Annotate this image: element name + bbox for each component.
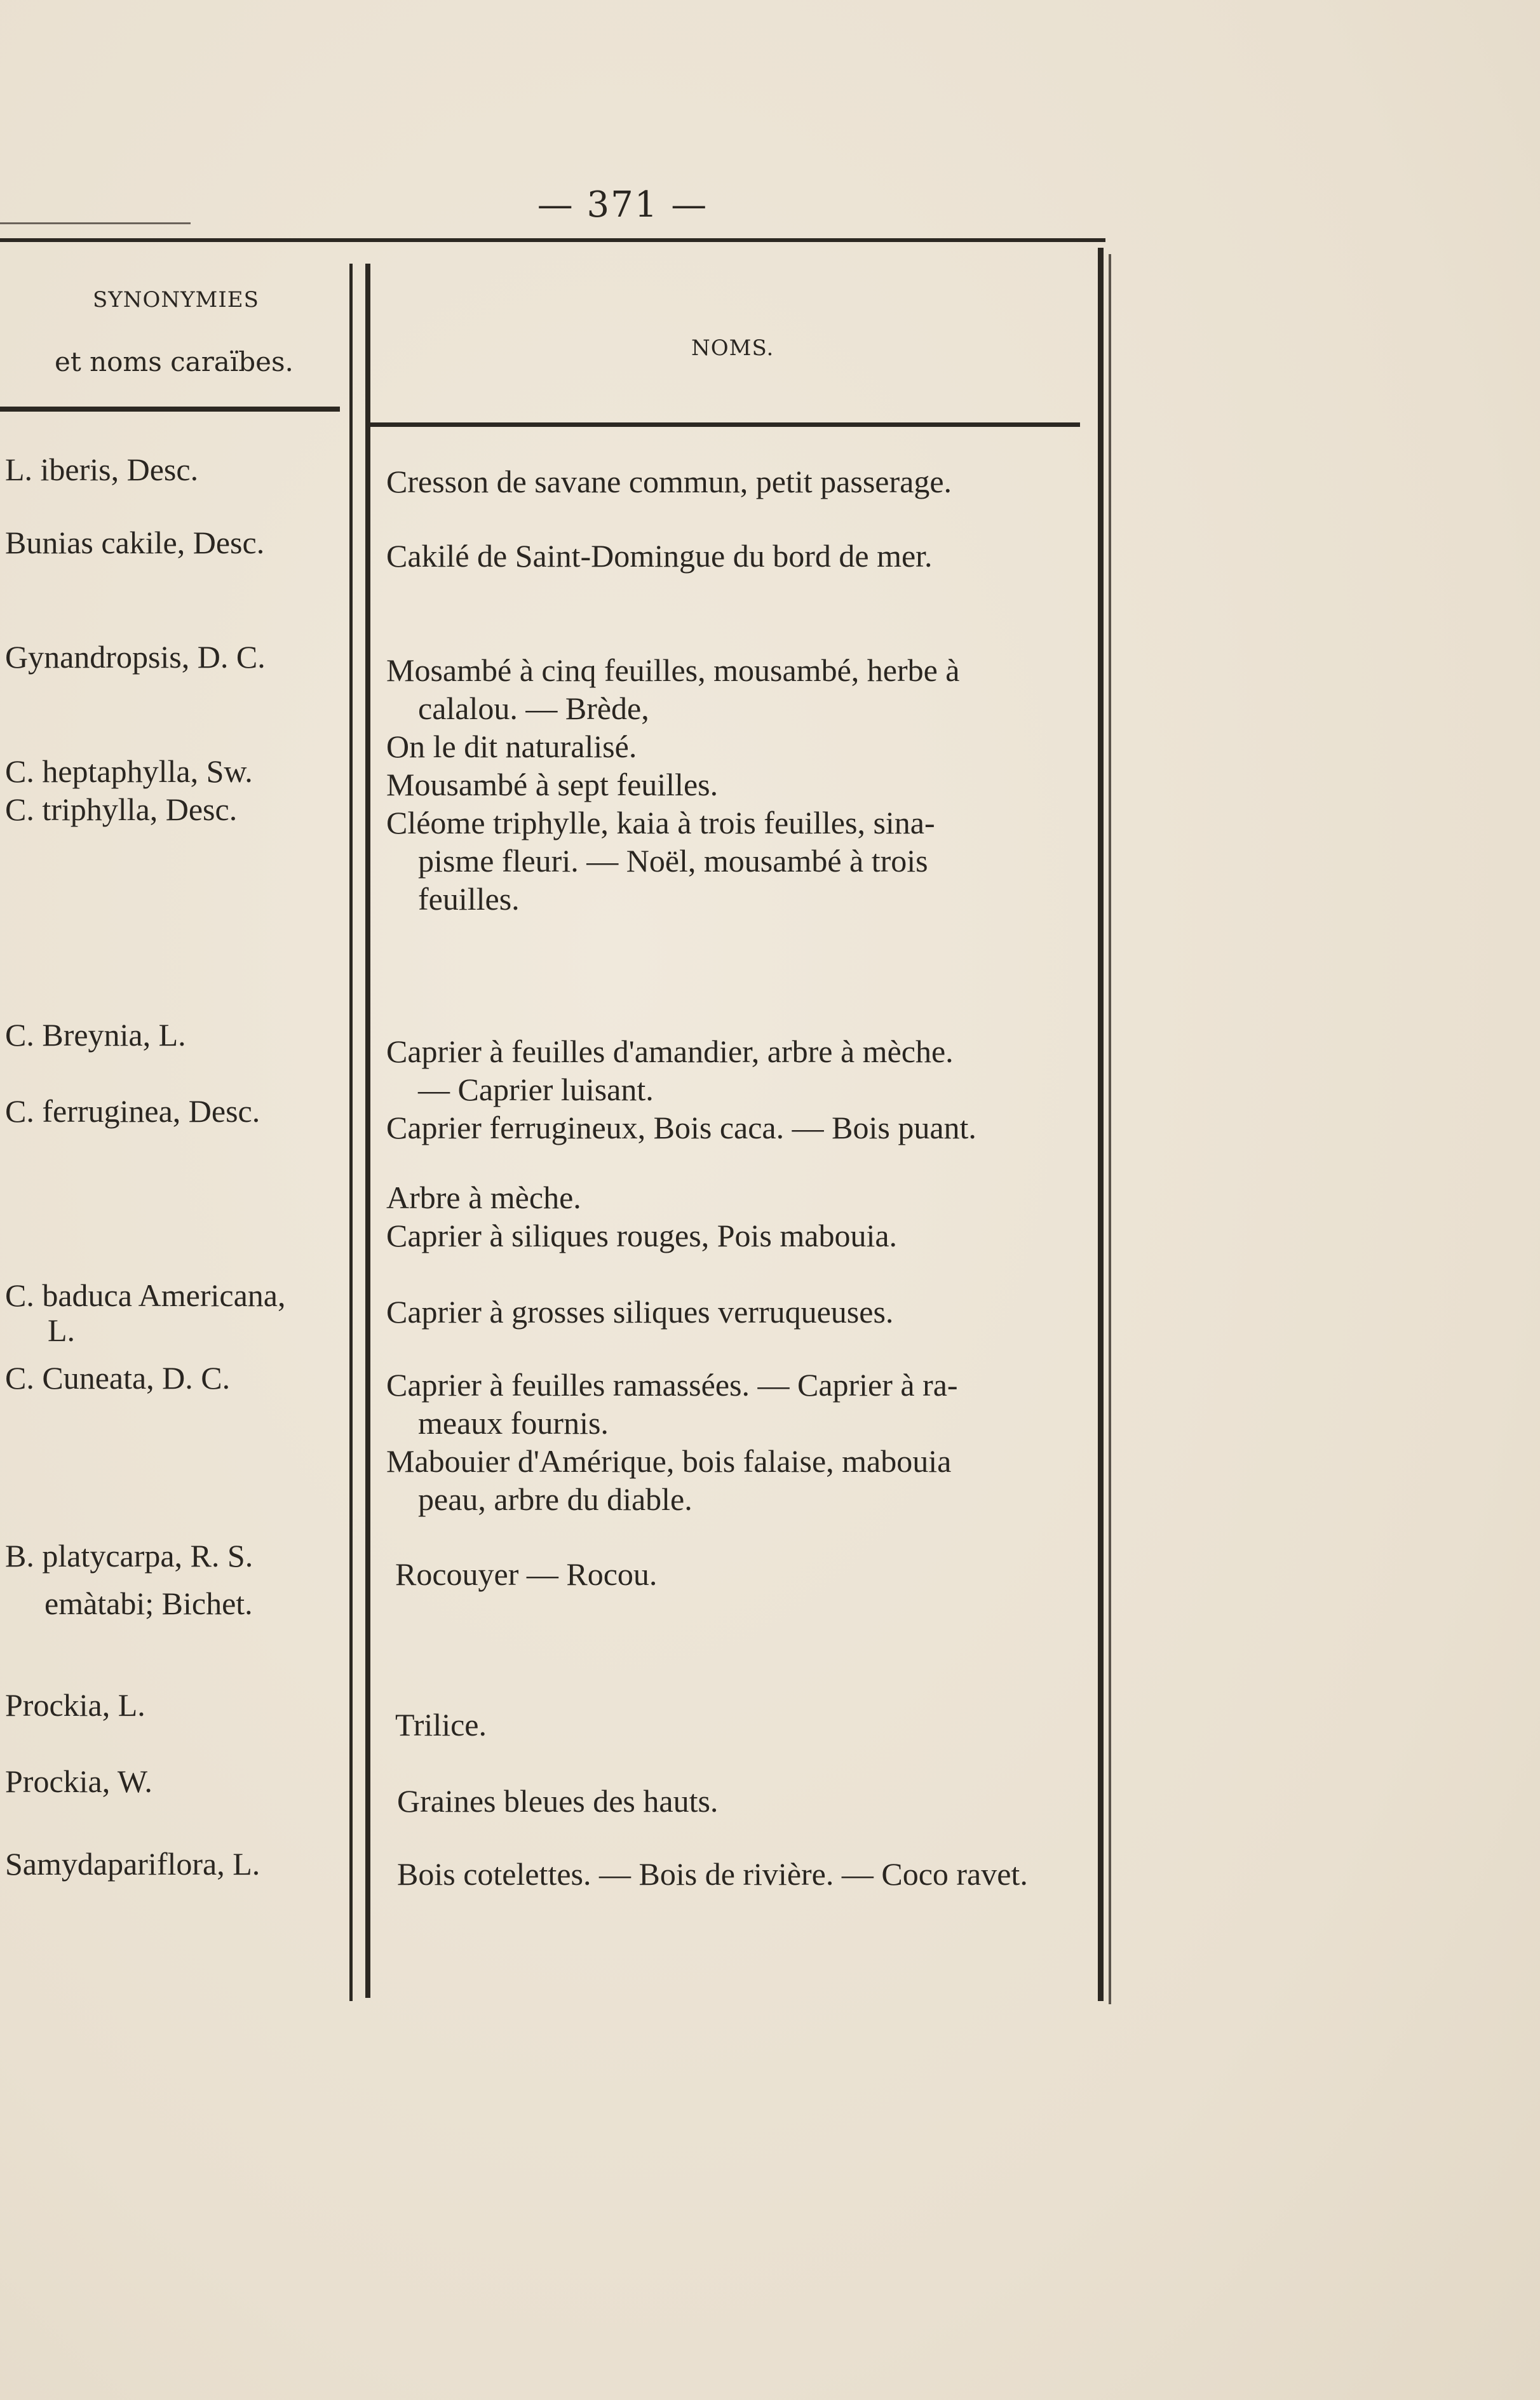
synonymy-entry: C. baduca Americana, (5, 1278, 286, 1313)
nom-line: pisme fleuri. — Noël, mousambé à trois (418, 843, 928, 879)
nom-line: calalou. — Brède, (418, 691, 649, 726)
nom-line: Caprier à feuilles ramassées. — Caprier à ra- (386, 1367, 958, 1403)
nom-line: Bois cotelettes. — Bois de rivière. — Coco ravet. (397, 1856, 1028, 1892)
top-rule-thin (0, 222, 191, 224)
header-rule-right (368, 422, 1080, 427)
synonymy-entry: C. Cuneata, D. C. (5, 1360, 231, 1396)
top-rule (0, 238, 1105, 242)
synonymy-entry: C. Breynia, L. (5, 1017, 186, 1053)
nom-line: Caprier à grosses siliques verruqueuses. (386, 1294, 894, 1330)
synonymy-entry: B. platycarpa, R. S. (5, 1538, 253, 1574)
synonymy-entry: C. heptaphylla, Sw. (5, 753, 253, 789)
nom-line: On le dit naturalisé. (386, 729, 637, 764)
header-noms-caraibes: et noms caraïbes. (55, 346, 294, 377)
header-noms: NOMS. (691, 335, 774, 361)
nom-line: peau, arbre du diable. (418, 1481, 692, 1517)
nom-line: meaux fournis. (418, 1405, 609, 1441)
nom-line: Caprier à feuilles d'amandier, arbre à mèche. (386, 1034, 954, 1069)
nom-line: Cresson de savane commun, petit passerage. (386, 464, 952, 499)
nom-line: Arbre à mèche. (386, 1180, 581, 1215)
nom-line: Cakilé de Saint-Domingue du bord de mer. (386, 538, 933, 574)
column-divider-right-thin (1109, 254, 1111, 2004)
nom-line: Trilice. (395, 1707, 487, 1743)
nom-line: Graines bleues des hauts. (397, 1783, 719, 1819)
synonymy-entry: emàtabi; Bichet. (44, 1586, 253, 1621)
synonymy-entry: C. triphylla, Desc. (5, 792, 238, 827)
nom-line: Rocouyer — Rocou. (395, 1556, 658, 1592)
nom-line: — Caprier luisant. (418, 1072, 654, 1107)
header-rule-left (0, 407, 340, 412)
column-divider-left (349, 264, 353, 2001)
synonymy-entry: Samydapariflora, L. (5, 1846, 260, 1882)
nom-line: Mousambé à sept feuilles. (386, 767, 719, 802)
nom-line: feuilles. (418, 881, 520, 917)
nom-line: Cléome triphylle, kaia à trois feuilles, sina- (386, 805, 935, 840)
synonymy-entry: Prockia, L. (5, 1687, 145, 1723)
column-divider-right (1098, 248, 1104, 2001)
synonymy-entry: Prockia, W. (5, 1763, 152, 1799)
synonymy-entry: L. iberis, Desc. (5, 452, 199, 487)
header-synonymies: SYNONYMIES (93, 287, 259, 313)
nom-line: Caprier à siliques rouges, Pois mabouia. (386, 1218, 898, 1253)
column-divider-mid (365, 264, 370, 1998)
page-number: — 371 — (537, 184, 708, 226)
synonymy-entry: Gynandropsis, D. C. (5, 639, 266, 675)
synonymy-entry: L. (48, 1312, 76, 1348)
nom-line: Caprier ferrugineux, Bois caca. — Bois puant. (386, 1110, 976, 1145)
synonymy-entry: Bunias cakile, Desc. (5, 525, 265, 560)
nom-line: Mabouier d'Amérique, bois falaise, mabouia (386, 1443, 952, 1479)
synonymy-entry: C. ferruginea, Desc. (5, 1093, 260, 1129)
nom-line: Mosambé à cinq feuilles, mousambé, herbe à (386, 652, 960, 688)
